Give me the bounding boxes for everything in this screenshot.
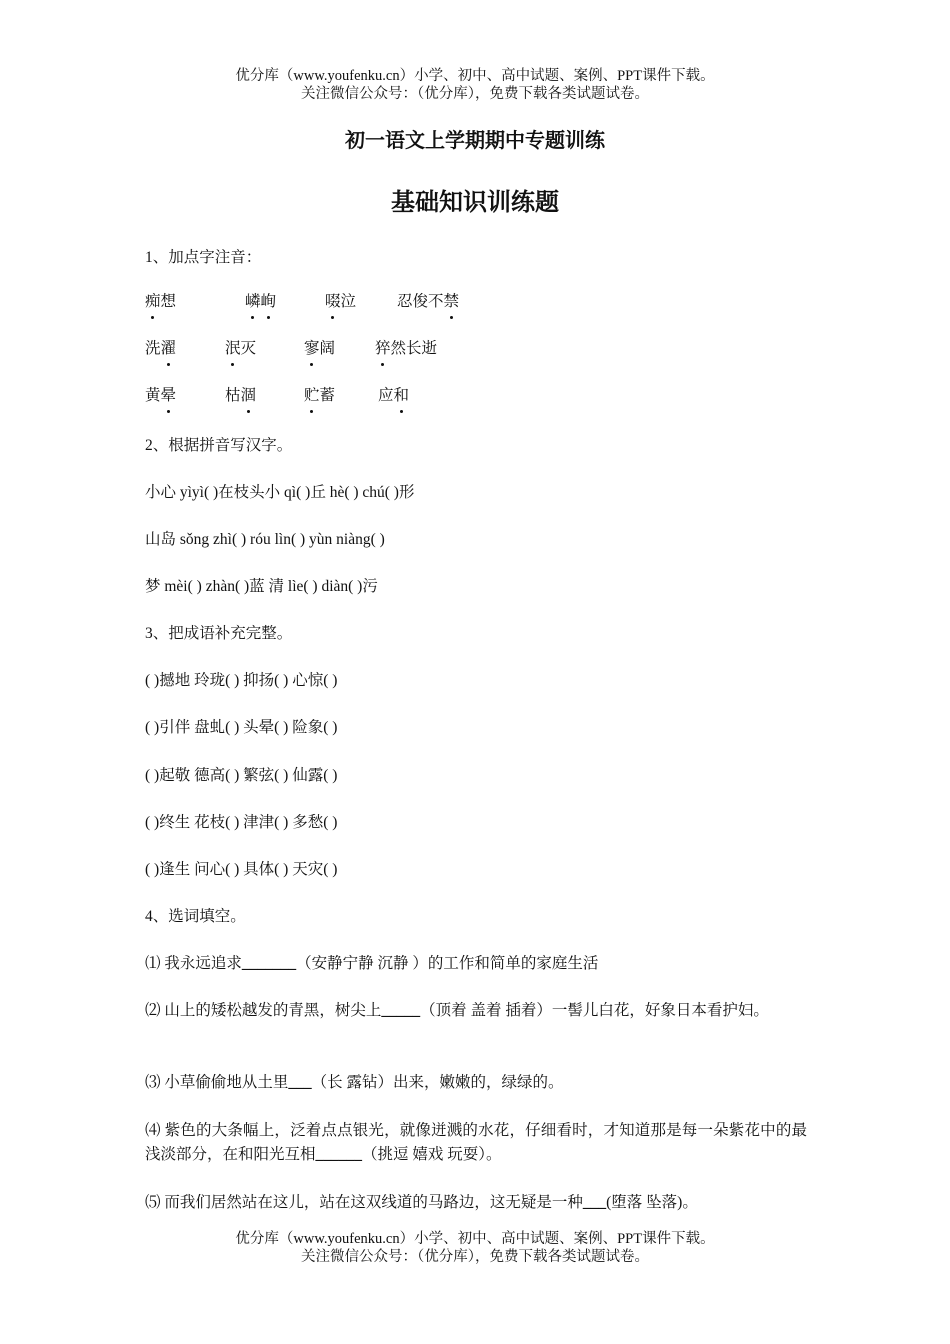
q4-heading: 4、选词填空。 (145, 908, 246, 925)
fill-blank: _____ (381, 1002, 421, 1019)
q4-item-5 (145, 1191, 807, 1215)
q3-line-2: ( )引伴 盘虬( ) 头晕( ) 险象( ) (145, 719, 338, 736)
q1-word: 猝然长逝 (375, 340, 438, 357)
q1-word: 忍俊不禁 (397, 293, 460, 310)
dotted-char: 嶙 (245, 293, 261, 310)
dotted-char: 禁 (443, 293, 460, 310)
dotted-char: 猝 (375, 340, 391, 357)
fill-blank: ______ (315, 1146, 363, 1163)
footer-line-2: 关注微信公众号：（优分库），免费下载各类试题试卷。 (301, 1249, 649, 1265)
q2-line-2: 山岛 sǒng zhì( ) róu lìn( ) yùn niàng( ) (145, 531, 385, 548)
q4-item-text: ⑵ 山上的矮松越发的青黑，树尖上 (145, 1002, 382, 1019)
page-footer (0, 1230, 950, 1266)
dotted-char: 泯 (225, 340, 241, 357)
q1-word: 枯涸 (225, 387, 257, 404)
header-line-2: 关注微信公众号：（优分库），免费下载各类试题试卷。 (301, 86, 649, 102)
q4-item-3 (145, 1071, 807, 1095)
fill-blank: _______ (241, 955, 297, 972)
dotted-char: 贮 (304, 387, 320, 404)
q3-line-1: ( )撼地 玲珑( ) 抑扬( ) 心惊( ) (145, 672, 338, 689)
q1-word: 泯灭 (225, 340, 257, 357)
q4-item-2 (145, 999, 807, 1023)
q4-item-options: （长 露钻）出来，嫩嫩的，绿绿的。 (311, 1074, 564, 1091)
dotted-char: 啜 (325, 293, 341, 310)
q1-word: 寥阔 (304, 340, 336, 357)
header-line-1: 优分库（www.youfenku.cn）小学、初中、高中试题、案例、PPT课件下载。 (235, 68, 715, 84)
doc-title: 初一语文上学期期中专题训练 (345, 130, 605, 152)
fill-blank: ___ (288, 1074, 312, 1091)
q4-item-text: ⑷ 紫色的大条幅上，泛着点点银光，就像迸溅的水花，仔细看时，才知道那是每一朵紫花中的最浅淡部分，在和阳光互相 (145, 1122, 807, 1163)
q1-word (245, 292, 276, 312)
q1-word: 应和 (378, 387, 410, 404)
q1-word: 贮蓄 (304, 387, 336, 404)
dotted-char: 寥 (304, 340, 320, 357)
q2-line-3: 梦 mèi( ) zhàn( )蓝 清 lìe( ) diàn( )污 (145, 578, 378, 595)
fill-blank: ___ (582, 1194, 607, 1211)
q4-item-options: （顶着 盖着 插着）一髻儿白花，好象日本看护妇。 (420, 1002, 769, 1019)
dotted-char: 痴 (145, 293, 161, 310)
dotted-char: 涸 (240, 387, 257, 404)
q1-word: 痴想 (145, 293, 177, 310)
q1-row-1 (145, 292, 565, 314)
q4-item-text: ⑴ 我永远追求 (145, 955, 242, 972)
q4-item-1 (145, 952, 807, 976)
doc-subtitle: 基础知识训练题 (391, 190, 559, 216)
q1-row-3 (145, 386, 565, 408)
footer-line-1: 优分库（www.youfenku.cn）小学、初中、高中试题、案例、PPT课件下载。 (235, 1231, 715, 1247)
page-header (0, 67, 950, 103)
dotted-char: 濯 (160, 340, 177, 357)
q4-item-text: ⑶ 小草偷偷地从土里 (145, 1074, 289, 1091)
q4-item-options: (堕落 坠落)。 (606, 1194, 698, 1211)
q2-line-1: 小心 yìyì( )在枝头小 qì( )丘 hè( ) chú( )形 (145, 484, 415, 501)
dotted-char: 和 (393, 387, 410, 404)
q3-line-5: ( )逢生 问心( ) 具体( ) 天灾( ) (145, 861, 338, 878)
q4-item-4 (145, 1119, 807, 1167)
q1-word: 黄晕 (145, 387, 177, 404)
q4-item-text: ⑸ 而我们居然站在这儿，站在这双线道的马路边，这无疑是一种 (145, 1194, 583, 1211)
q2-heading: 2、根据拼音写汉字。 (145, 437, 293, 454)
q1-word: 啜泣 (325, 293, 357, 310)
q3-heading: 3、把成语补充完整。 (145, 625, 293, 642)
q3-line-4: ( )终生 花枝( ) 津津( ) 多愁( ) (145, 814, 338, 831)
dotted-char: 峋 (260, 293, 277, 310)
q1-heading: 1、加点字注音： (145, 249, 262, 266)
q4-item-options: （安静宁静 沉静 ）的工作和简单的家庭生活 (296, 955, 599, 972)
q4-item-options: （挑逗 嬉戏 玩耍）。 (362, 1146, 502, 1163)
q1-word: 洗濯 (145, 340, 177, 357)
q3-line-3: ( )起敬 德高( ) 繁弦( ) 仙露( ) (145, 767, 338, 784)
q1-row-2 (145, 339, 565, 361)
dotted-char: 晕 (160, 387, 177, 404)
